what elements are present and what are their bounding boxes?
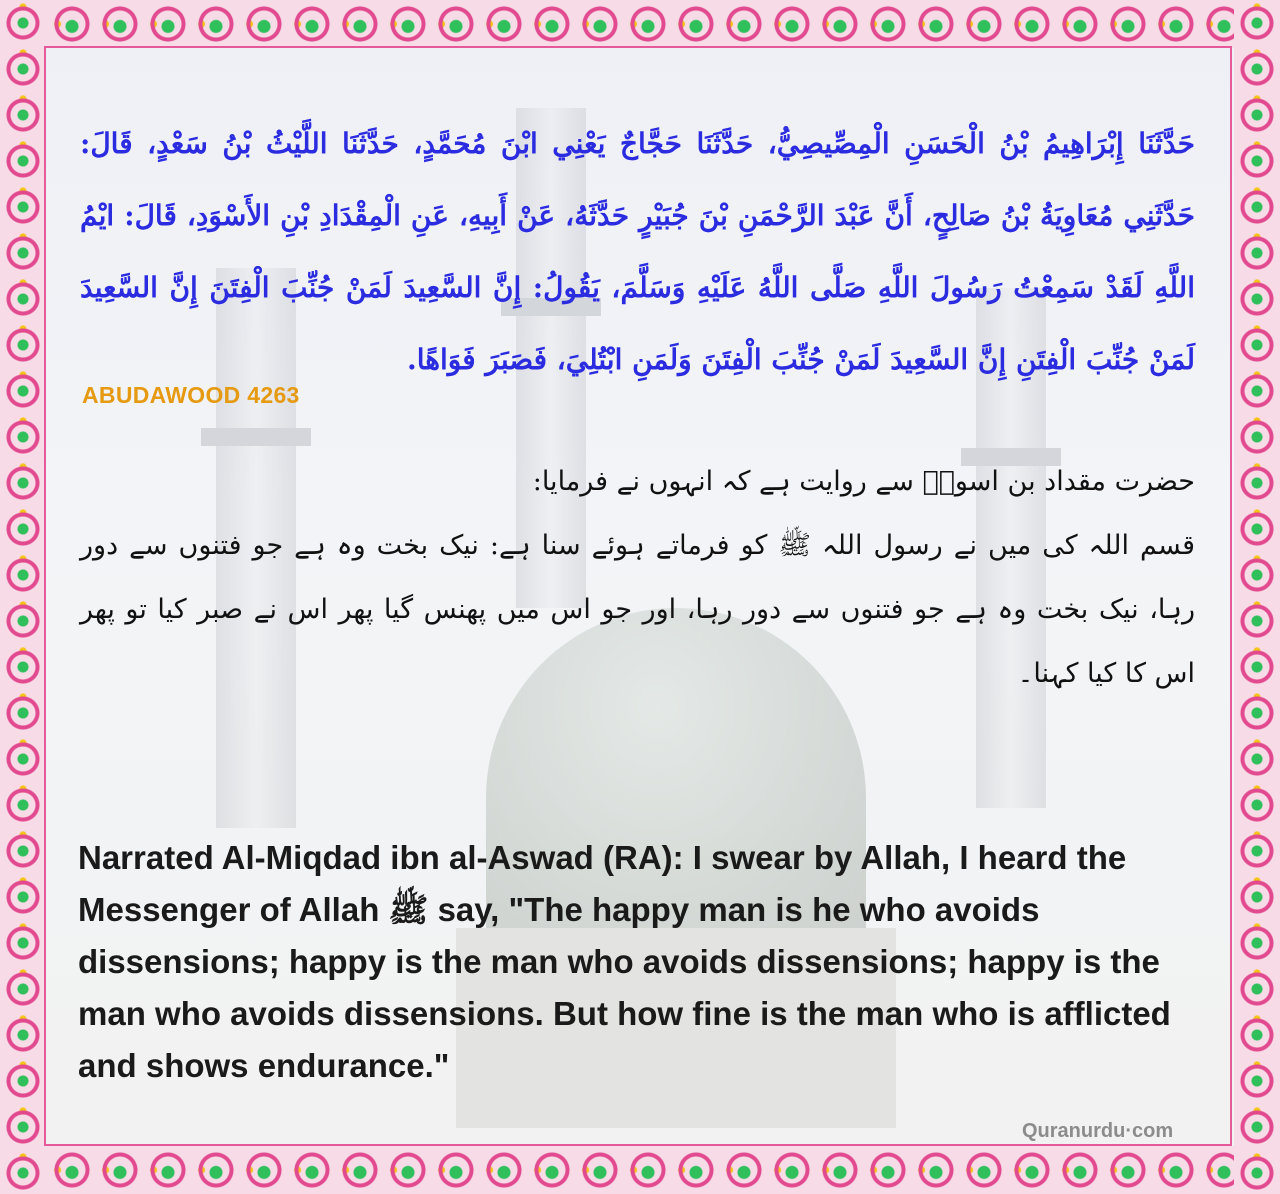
floral-border-bottom	[0, 1146, 1280, 1194]
urdu-translation	[80, 450, 1195, 706]
english-translation: Narrated Al-Miqdad ibn al-Aswad (RA): I swear by Allah, I heard the Messenger of Allah ﷺ say, "The happy man is he who avoids dissensions; happy is the man who avoids dissensions; happy is the man who avoids dissensions. But how fine is the man who is afflicted and shows endurance."	[78, 839, 1171, 1084]
site-watermark: Quranurdu·com	[1022, 1120, 1174, 1142]
arabic-hadith-text: حَدَّثَنَا إِبْرَاهِيمُ بْنُ الْحَسَنِ الْمِصِّيصِيُّ، حَدَّثَنَا حَجَّاجٌ يَعْنِي ابْنَ مُحَمَّدٍ، حَدَّثَنَا اللَّيْثُ بْنُ سَعْدٍ، قَالَ: حَدَّثَنِي مُعَاوِيَةُ بْنُ صَالِحٍ، أَنَّ عَبْدَ الرَّحْمَنِ بْنَ جُبَيْرٍ حَدَّثَهُ، عَنْ أَبِيهِ، عَنِ الْمِقْدَادِ بْنِ الأَسْوَدِ، قَالَ: ايْمُ اللَّهِ لَقَدْ سَمِعْتُ رَسُولَ اللَّهِ صَلَّى اللَّهُ عَلَيْهِ وَسَلَّمَ، يَقُولُ: إِنَّ السَّعِيدَ لَمَنْ جُنِّبَ الْفِتَنَ إِنَّ السَّعِيدَ لَمَنْ جُنِّبَ الْفِتَنِ إِنَّ السَّعِيدَ لَمَنْ جُنِّبَ الْفِتَنَ وَلَمَنِ ابْتُلِيَ، فَصَبَرَ فَوَاهًا.	[80, 127, 1195, 376]
hadith-reference: ABUDAWOOD 4263	[82, 382, 300, 408]
urdu-line-intro: حضرت مقداد بن اسودؓ سے روایت ہے کہ انہوں نے فرمایا:	[532, 466, 1195, 497]
floral-border-top	[0, 0, 1280, 48]
urdu-line-body: قسم اللہ کی میں نے رسول اللہ ﷺ کو فرماتے ہوئے سنا ہے: نیک بخت وہ ہے جو فتنوں سے دور رہا، نیک بخت وہ ہے جو فتنوں سے دور رہا، اور جو اس میں پھنس گیا پھر اس نے صبر کیا تو پھر اس کا کیا کہنا۔	[80, 530, 1195, 689]
floral-border-left	[0, 0, 46, 1194]
floral-border-right	[1234, 0, 1280, 1194]
